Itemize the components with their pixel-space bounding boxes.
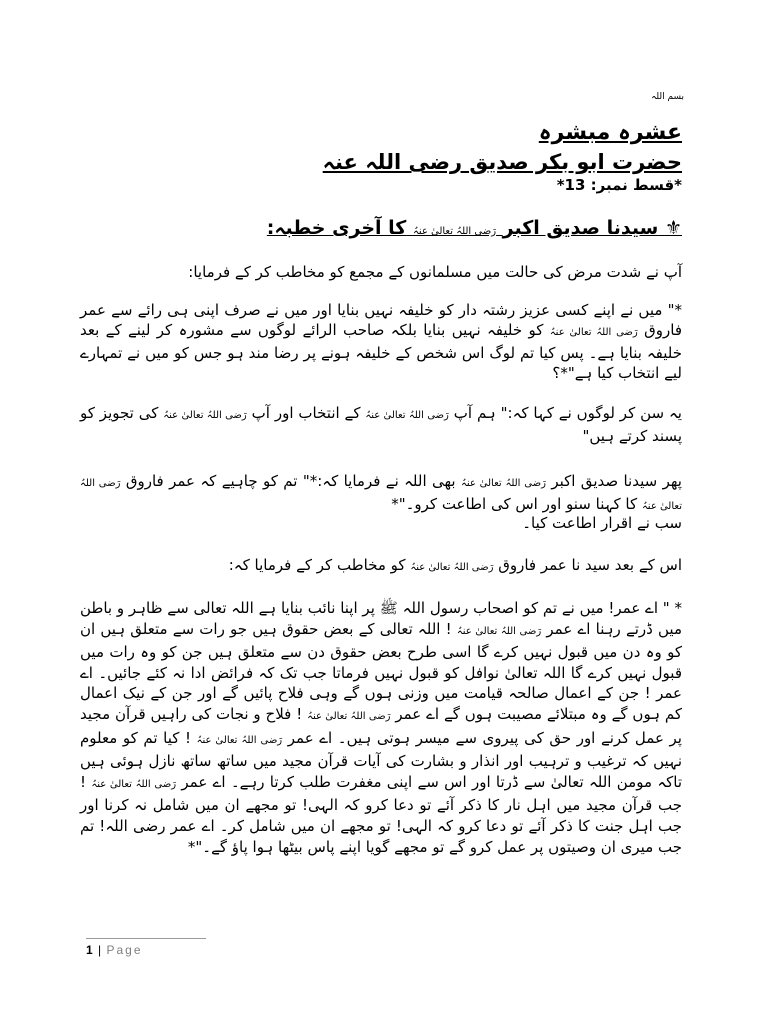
paragraph-instruction (80, 471, 682, 517)
fleur-de-lis-icon: ⚜ (664, 217, 682, 239)
honorific: رَضی اللہُ تعالیٰ عنہُ (307, 710, 391, 722)
response-text-2: کے انتخاب اور آپ (251, 404, 361, 422)
advice-text-2: ! اللہ تعالی کے بعض حقوق ہیں جو رات سے متعلق ہیں ان کو وہ دن میں قبول نہیں کرے گا اسی طرح بعض حقوق دن سے متعلق ہیں جن کو وہ رات میں قبول نہیں کرے گا اللہ تعالیٰ نوافل کو قبول نہیں فرماتا جب تک کہ فرائض ادا نہ کئے جائیں۔ اے عمر ! جن کے اعمال صالحہ قیامت میں وزنی ہوں گے وہی فلاح پائیں گے اور جن کے نیک اعمال کم ہوں گے وہ مبتلائے مصیبت ہوں گے اے عمر (80, 619, 682, 723)
page-label: Page (106, 943, 143, 957)
honorific: رَضی اللہُ تعالیٰ عنہُ (196, 734, 283, 746)
honorific: رَضی اللہُ تعالیٰ عنہُ (549, 327, 638, 338)
footer-separator: | (98, 943, 102, 957)
heading-end: کا آخری خطبہ: (266, 217, 407, 239)
paragraph-acceptance: سب نے اقرار اطاعت کیا۔ (522, 514, 682, 532)
address-text-2: کو مخاطب کر کے فرمایا کہ: (228, 556, 406, 574)
paragraph-advice (80, 598, 682, 857)
paragraph-intro: آپ نے شدت مرض کی حالت میں مسلمانوں کے مجمع کو مخاطب کر کے فرمایا: (188, 263, 682, 281)
advice-text-4: ! کیا تم کو معلوم نہیں کہ ترغیب و ترہیب اور انذار و بشارت کی آیات قرآن مجید میں ساتھ ساتھ نازل ہوئی ہیں تاکہ مومن اللہ تعالیٰ سے ڈرتا اور اس سے اپنی مغفرت طلب کرتا رہے۔ اے عمر (80, 728, 682, 791)
bismillah-calligraphy: بسم اللہ (651, 92, 684, 102)
speech-text-1: *" میں نے اپنے کسی عزیز رشتہ دار کو خلیفہ نہیں بنایا اور میں نے صرف اپنی ہی رائے سے عمر فاروق (80, 301, 682, 339)
heading-honorific: رَضی اللہُ تعالیٰ عنہُ (412, 226, 497, 237)
speech-text-2: کو خلیفہ نہیں بنایا بلکہ صاحب الرائے لوگوں سے مشورہ کر لینے کے بعد خلیفہ بنایا ہے۔ پس کیا تم لوگ اس شخص کے خلیفہ ہونے پر رضا مند ہو جس کو میں نے تمہارے لیے انتخاب کیا ہے"*؟ (80, 321, 682, 382)
instruction-text-2: بھی اللہ نے فرمایا کہ:*" تم کو چاہیے کہ عمر فاروق (125, 472, 456, 490)
honorific: رَضی اللہُ تعالیٰ عنہُ (163, 410, 247, 421)
page-number: 1 (86, 943, 93, 957)
advice-text-5: ! جب قرآن مجید میں اہل نار کا ذکر آئے تو دعا کرو کہ الہی! تو مجھے ان میں شامل نہ کرنا اور جب اہل جنت کا ذکر آئے تو دعا کرو کہ الہی! تو مجھے ان میں شامل کر۔ اے عمر رضی اللہ! تم جب میری ان وصیتوں پر عمل کرو گے تو مجھے گویا اپنے پاس بیٹھا ہوا پاؤ گے۔"* (80, 772, 682, 856)
honorific: رَضی اللہُ تعالیٰ عنہُ (91, 778, 177, 790)
response-text-1: یہ سن کر لوگوں نے کہا کہ:" ہم آپ (453, 404, 682, 422)
honorific: رَضی اللہُ تعالیٰ عنہُ (456, 625, 542, 637)
response-text-3: کی تجویز کو پسند کرتے ہیں" (80, 404, 682, 445)
episode-number: *قسط نمبر: 13* (556, 176, 682, 194)
heading-main: سیدنا صدیق اکبر (502, 217, 659, 239)
document-title: عشرہ مبشرہ (538, 120, 682, 145)
document-subtitle: حضرت ابو بکر صدیق رضی اللہ عنہ (322, 150, 682, 174)
footer-divider (86, 938, 206, 939)
instruction-text-1: پھر سیدنا صدیق اکبر (551, 472, 682, 490)
honorific: رَضی اللہُ تعالیٰ عنہُ (461, 478, 546, 489)
honorific: رَضی اللہُ تعالیٰ عنہُ (80, 478, 682, 512)
section-heading (267, 217, 682, 239)
advice-text-3: ! فلاح و نجات کی راہیں قرآن مجید پر عمل کرنے اور حق کی پیروی سے میسر ہوتی ہیں۔ اے عمر (80, 704, 682, 747)
page-footer (86, 943, 143, 957)
paragraph-speech (80, 300, 682, 383)
paragraph-address (80, 555, 682, 578)
address-text-1: اس کے بعد سید نا عمر فاروق (498, 556, 682, 574)
honorific: رَضی اللہُ تعالیٰ عنہُ (410, 562, 494, 573)
honorific: رَضی اللہُ تعالیٰ عنہُ (365, 410, 449, 421)
instruction-text-3: کا کہنا سنو اور اس کی اطاعت کرو۔"* (391, 495, 638, 513)
advice-text-1: * " اے عمر! میں نے تم کو اصحاب رسول اللہ ﷺ پر اپنا نائب بنایا ہے اللہ تعالی سے ظاہر و باطن میں ڈرتے رہنا اے عمر (80, 599, 682, 638)
paragraph-response (80, 403, 682, 446)
